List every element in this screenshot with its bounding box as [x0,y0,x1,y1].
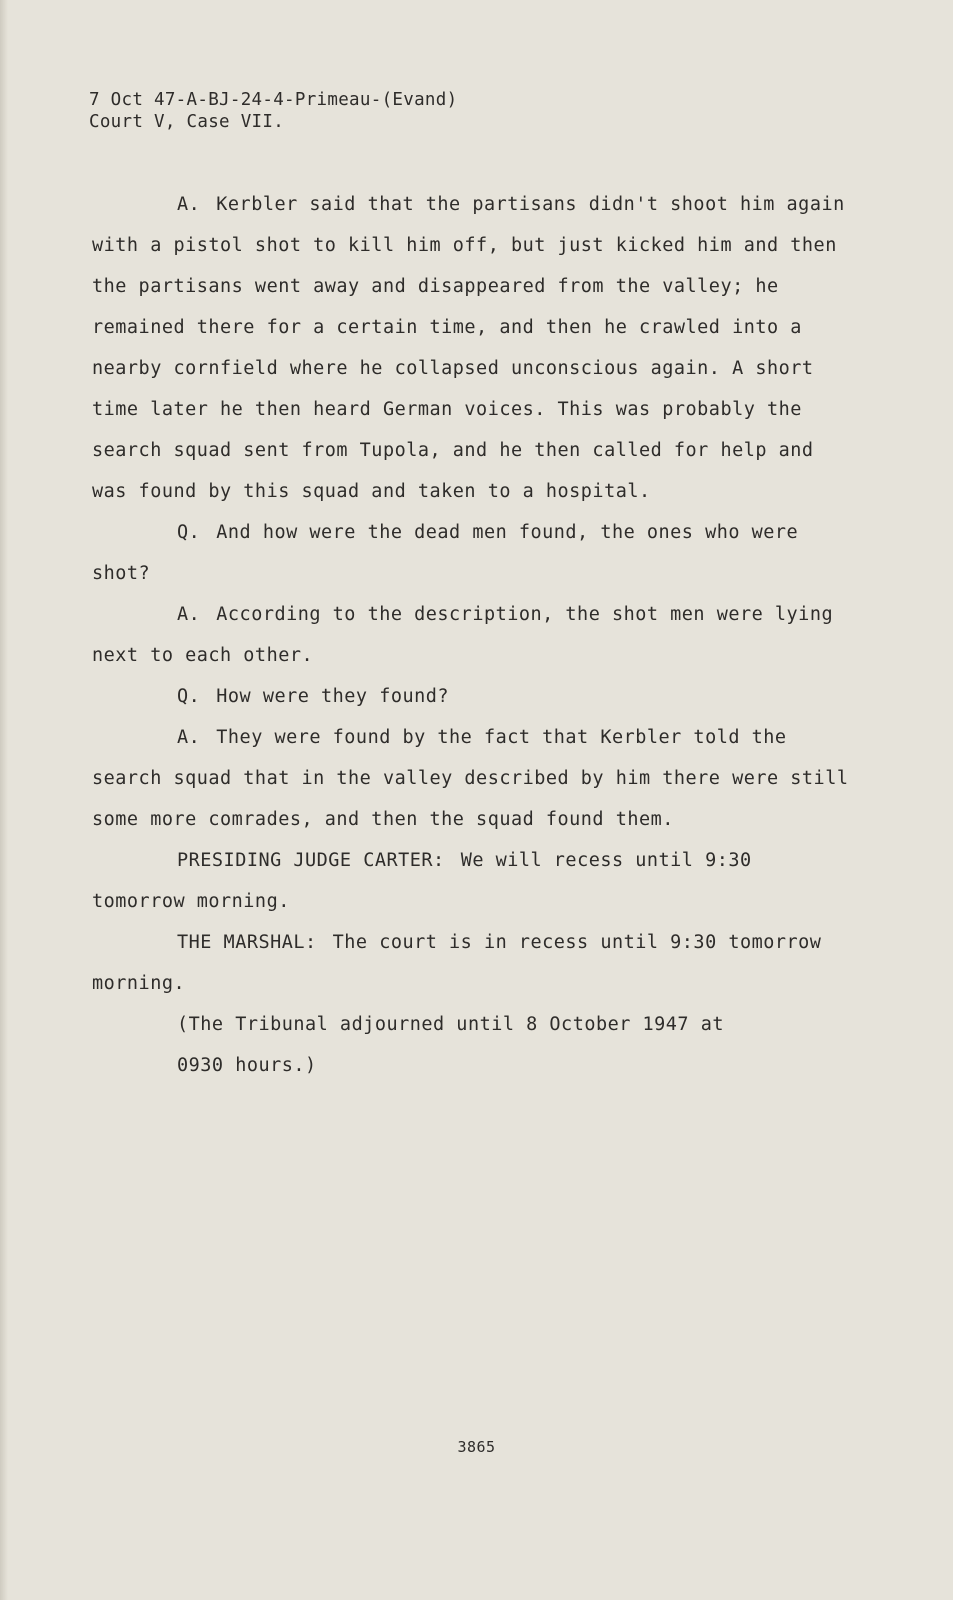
paragraph-text: We will recess until 9:30 tomorrow morning. [92,850,752,912]
header-court-case: Court V, Case VII. [89,112,285,132]
transcript-paragraph [92,840,852,922]
closing-line-2: 0930 hours.) [177,1055,317,1076]
speaker-label: THE MARSHAL: [177,932,317,953]
paragraph-text: How were they found? [216,686,450,707]
transcript-paragraph [92,184,852,512]
speaker-label: Q. [177,686,201,707]
transcript-paragraph [92,676,852,717]
transcript-paragraph [92,922,852,1004]
paragraph-text: Kerbler said that the partisans didn't shoot him again with a pistol shot to kill him off, but just kicked him and then the partisans went away and disappeared from the valley; he remained there for a certain time, and then he crawled into a nearby cornfield where he collapsed unconscious again. A short time later he then heard German voices. This was probably the search squad sent from Tupola, and he then called for help and was found by this squad and taken to a hospital. [92,194,845,502]
header-reference: 7 Oct 47-A-BJ-24-4-Primeau-(Evand) [89,90,458,110]
transcript-paragraph [92,717,852,840]
page-number: 3865 [457,1438,496,1456]
paragraph-text: The court is in recess until 9:30 tomorrow morning. [92,932,822,994]
speaker-label: A. [177,604,201,625]
speaker-label: A. [177,727,201,748]
paragraph-text: According to the description, the shot men were lying next to each other. [92,604,834,666]
transcript-body [92,184,852,1086]
paragraph-text: And how were the dead men found, the ones who were shot? [92,522,799,584]
transcript-paragraph [92,512,852,594]
document-header [89,89,457,133]
paragraph-text: They were found by the fact that Kerbler told the search squad that in the valley described by him there were still some more comrades, and then the squad found them. [92,727,849,830]
closing-line-1: (The Tribunal adjourned until 8 October 1947 at [177,1014,724,1035]
transcript-paragraph [92,594,852,676]
speaker-label: A. [177,194,201,215]
speaker-label: Q. [177,522,201,543]
speaker-label: PRESIDING JUDGE CARTER: [177,850,445,871]
